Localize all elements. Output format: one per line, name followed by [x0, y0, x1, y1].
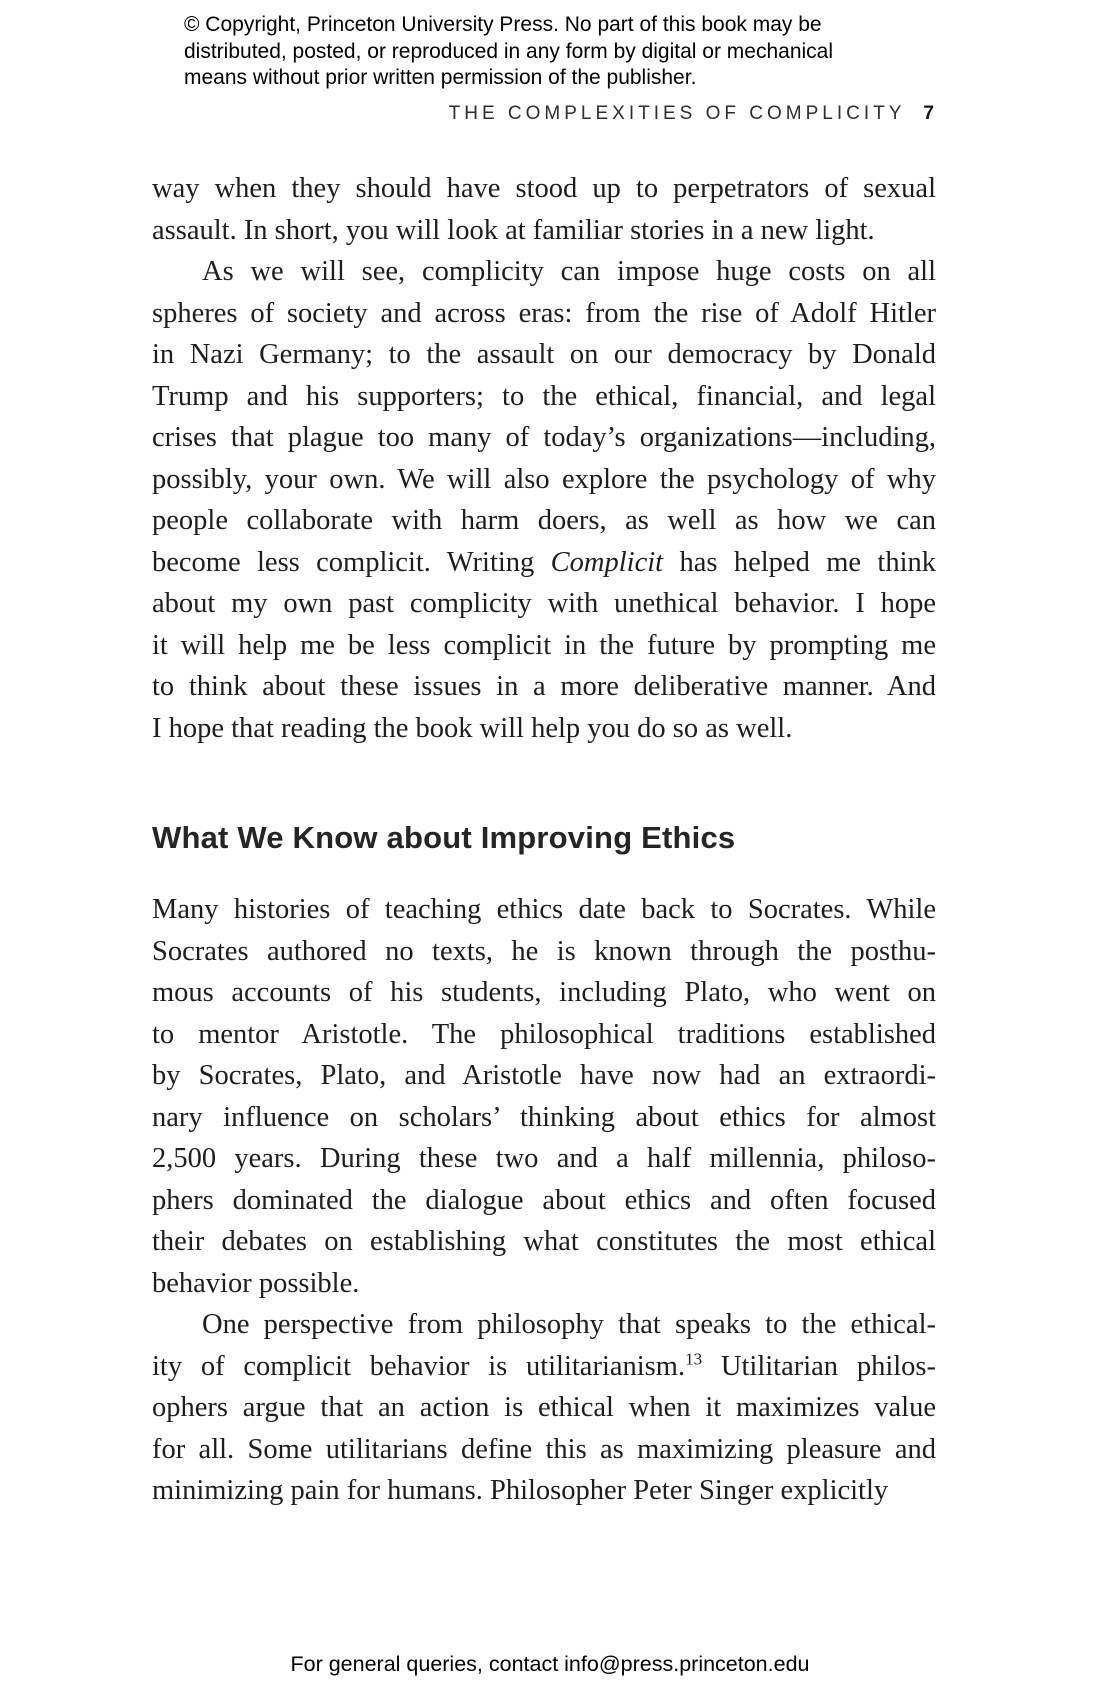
copyright-line: means without prior written permission of the publisher.: [184, 66, 697, 89]
running-head: [152, 103, 936, 125]
text-line: for all. Some utilitarians define this as maximizing pleasure and: [152, 1433, 936, 1465]
page-number: 7: [923, 103, 936, 124]
paragraph-group-2: [152, 889, 936, 1512]
text-line: become less complicit. Writing Complicit has helped me think: [152, 546, 936, 578]
text-line: people collaborate with harm doers, as well as how we can: [152, 505, 936, 536]
paragraph: [152, 168, 936, 251]
text-line: about my own past complicity with unethical behavior. I hope: [152, 588, 936, 619]
text-line: Trump and his supporters; to the ethical, financial, and legal: [152, 380, 936, 412]
text-line: ophers argue that an action is ethical when it maximizes value: [152, 1392, 936, 1423]
copyright-line: distributed, posted, or reproduced in any form by digital or mechanical: [184, 39, 834, 63]
text-line: As we will see, complicity can impose huge costs on all: [202, 256, 936, 287]
text-line: by Socrates, Plato, and Aristotle have now had an extraordi-: [152, 1060, 936, 1091]
text-line: to think about these issues in a more deliberative manner. And: [152, 671, 936, 702]
paragraph: [152, 1304, 936, 1512]
text-column: [152, 168, 936, 1512]
text-line: Socrates authored no texts, he is known through the posthu-: [152, 935, 936, 967]
text-line: assault. In short, you will look at familiar stories in a new light.: [152, 214, 875, 246]
text-line: crises that plague too many of today’s organizations—including,: [152, 422, 936, 453]
text-line: spheres of society and across eras: from the rise of Adolf Hitler: [152, 297, 936, 329]
text-line: One perspective from philosophy that speaks to the ethical-: [202, 1309, 936, 1340]
page-footer: For general queries, contact info@press.princeton.edu: [290, 1652, 810, 1676]
text-line: to mentor Aristotle. The philosophical traditions established: [152, 1018, 936, 1050]
text-line: their debates on establishing what constitutes the most ethical: [152, 1226, 936, 1257]
section-heading: What We Know about Improving Ethics: [152, 820, 736, 855]
text-line: possibly, your own. We will also explore the psychology of why: [152, 463, 936, 495]
text-line: Many histories of teaching ethics date back to Socrates. While: [152, 894, 936, 925]
text-line: ity of complicit behavior is utilitarianism.$^{13}$ Utilitarian philos-: [152, 1349, 936, 1382]
copyright-line: © Copyright, Princeton University Press. No part of this book may be: [184, 13, 822, 36]
running-head-title: THE COMPLEXITIES OF COMPLICITY: [448, 103, 906, 124]
text-line: way when they should have stood up to perpetrators of sexual: [152, 173, 936, 204]
text-line: it will help me be less complicit in the future by prompting me: [152, 629, 936, 661]
copyright-notice: [184, 12, 884, 92]
text-line: phers dominated the dialogue about ethics and often focused: [152, 1184, 936, 1216]
text-line: minimizing pain for humans. Philosopher Peter Singer explicitly: [152, 1475, 889, 1506]
text-line: 2,500 years. During these two and a half millennia, philoso-: [152, 1143, 936, 1174]
text-line: mous accounts of his students, including Plato, who went on: [152, 977, 936, 1008]
footnote-reference: 13: [685, 1349, 703, 1368]
paragraph: [152, 251, 936, 749]
text-line: nary influence on scholars’ thinking about ethics for almost: [152, 1101, 936, 1133]
paragraph-group-1: [152, 168, 936, 749]
text-line: behavior possible.: [152, 1267, 360, 1299]
italic-text: Complicit: [550, 546, 664, 578]
text-line: I hope that reading the book will help you do so as well.: [152, 712, 793, 744]
paragraph: [152, 889, 936, 1304]
text-line: in Nazi Germany; to the assault on our democracy by Donald: [152, 339, 936, 370]
